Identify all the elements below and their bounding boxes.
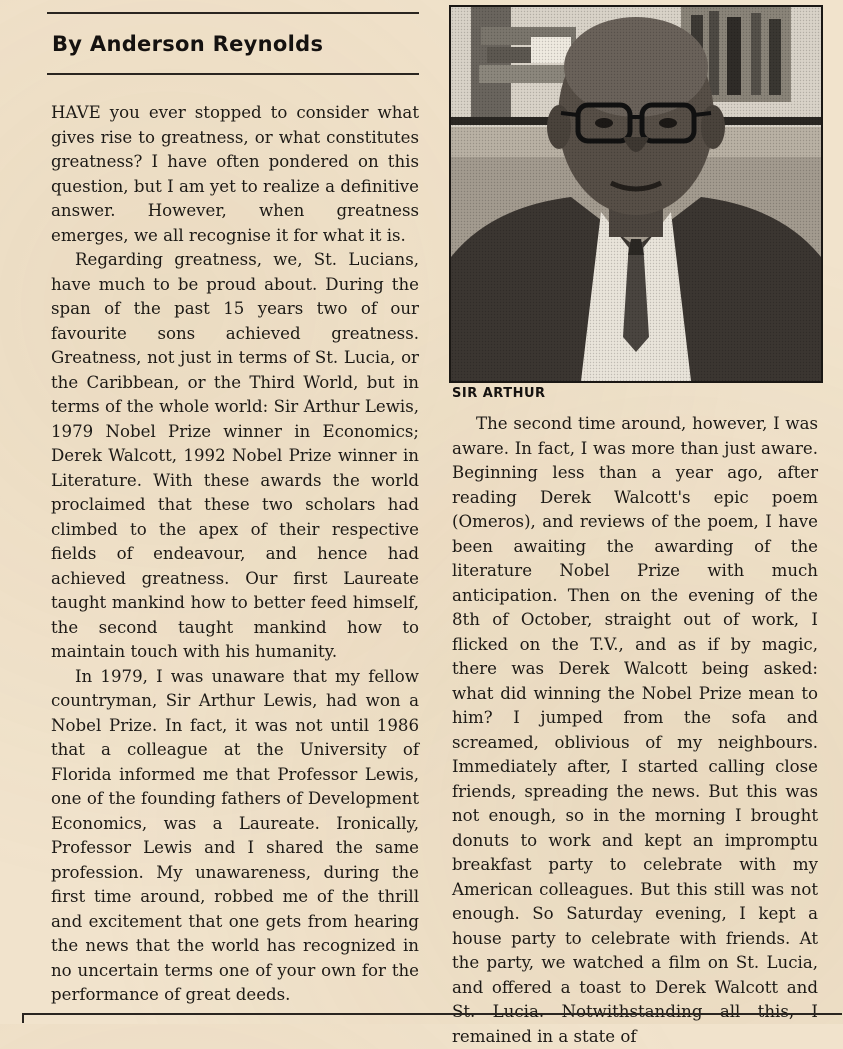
- paragraph-greatness: Regarding greatness, we, St. Lucians, have much to be proud about. During the span of the past 15 years two of our favourite sons achieved greatness. Greatness, not just in terms of St. Lucia, or the Caribbean, or the Third World, but in terms of the whole world: Sir Arthur Lewis, 1979 Nobel Prize winner in Economics; Derek Walcott, 1992 Nobel Prize winner in Literature. With these awards the world proclaimed that these two scholars had climbed to the apex of their respective fields of endeavour, and hence had achieved greatness. Our first Laureate taught mankind how to better feed himself, the second taught mankind how to maintain touch with his humanity.: [51, 250, 419, 661]
- portrait-illustration: [451, 7, 821, 381]
- byline-rule: [47, 73, 419, 75]
- portrait-photo: [449, 5, 823, 383]
- paragraph-intro: HAVE you ever stopped to consider what gives rise to greatness, or what constitutes greatness? I have often pondered on this question, but I am yet to realize a definitive answer. However, when greatness emerges, we all recognise it for what it is.: [51, 103, 419, 245]
- byline: By Anderson Reynolds: [52, 32, 324, 56]
- photo-caption: SIR ARTHUR: [452, 386, 546, 401]
- paragraph-1979: In 1979, I was unaware that my fellow countryman, Sir Arthur Lewis, had won a Nobel Prize. In fact, it was not until 1986 that a colleague at the University of Florida informed me that Professor Lewis, one of the founding fathers of Development Economics, was a Laureate. Ironically, Professor Lewis and I shared the same profession. My unawareness, during the first time around, robbed me of the thrill and excitement that one gets from hearing the news that the world has recognized in no uncertain terms one of your own for the performance of great deeds.: [51, 666, 419, 1004]
- top-rule: [47, 12, 419, 14]
- left-column: [51, 101, 419, 1008]
- bottom-border: [22, 1013, 842, 1023]
- right-column: The second time around, however, I was aware. In fact, I was more than just aware. Beginning less than a year ago, after reading Derek Walcott's epic poem (Omeros), and reviews of the poem, I have been awaiting the awarding of the literature Nobel Prize with much anticipation. Then on the evening of the 8th of October, straight out of work, I flicked on the T.V., and as if by magic, there was Derek Walcott being asked: what did winning the Nobel Prize mean to him? I jumped from the sofa and screamed, oblivious of my neighbours. Immediately after, I started calling close friends, spreading the news. But this was not enough, so in the morning I brought donuts to work and kept an impromptu breakfast party to celebrate with my American colleagues. But this still was not enough. So Saturday evening, I kept a house party to celebrate with friends. At the party, we watched a film on St. Lucia, and offered a toast to Derek Walcott and St. Lucia. Notwithstanding all this, I remained in a state of: [452, 414, 818, 1046]
